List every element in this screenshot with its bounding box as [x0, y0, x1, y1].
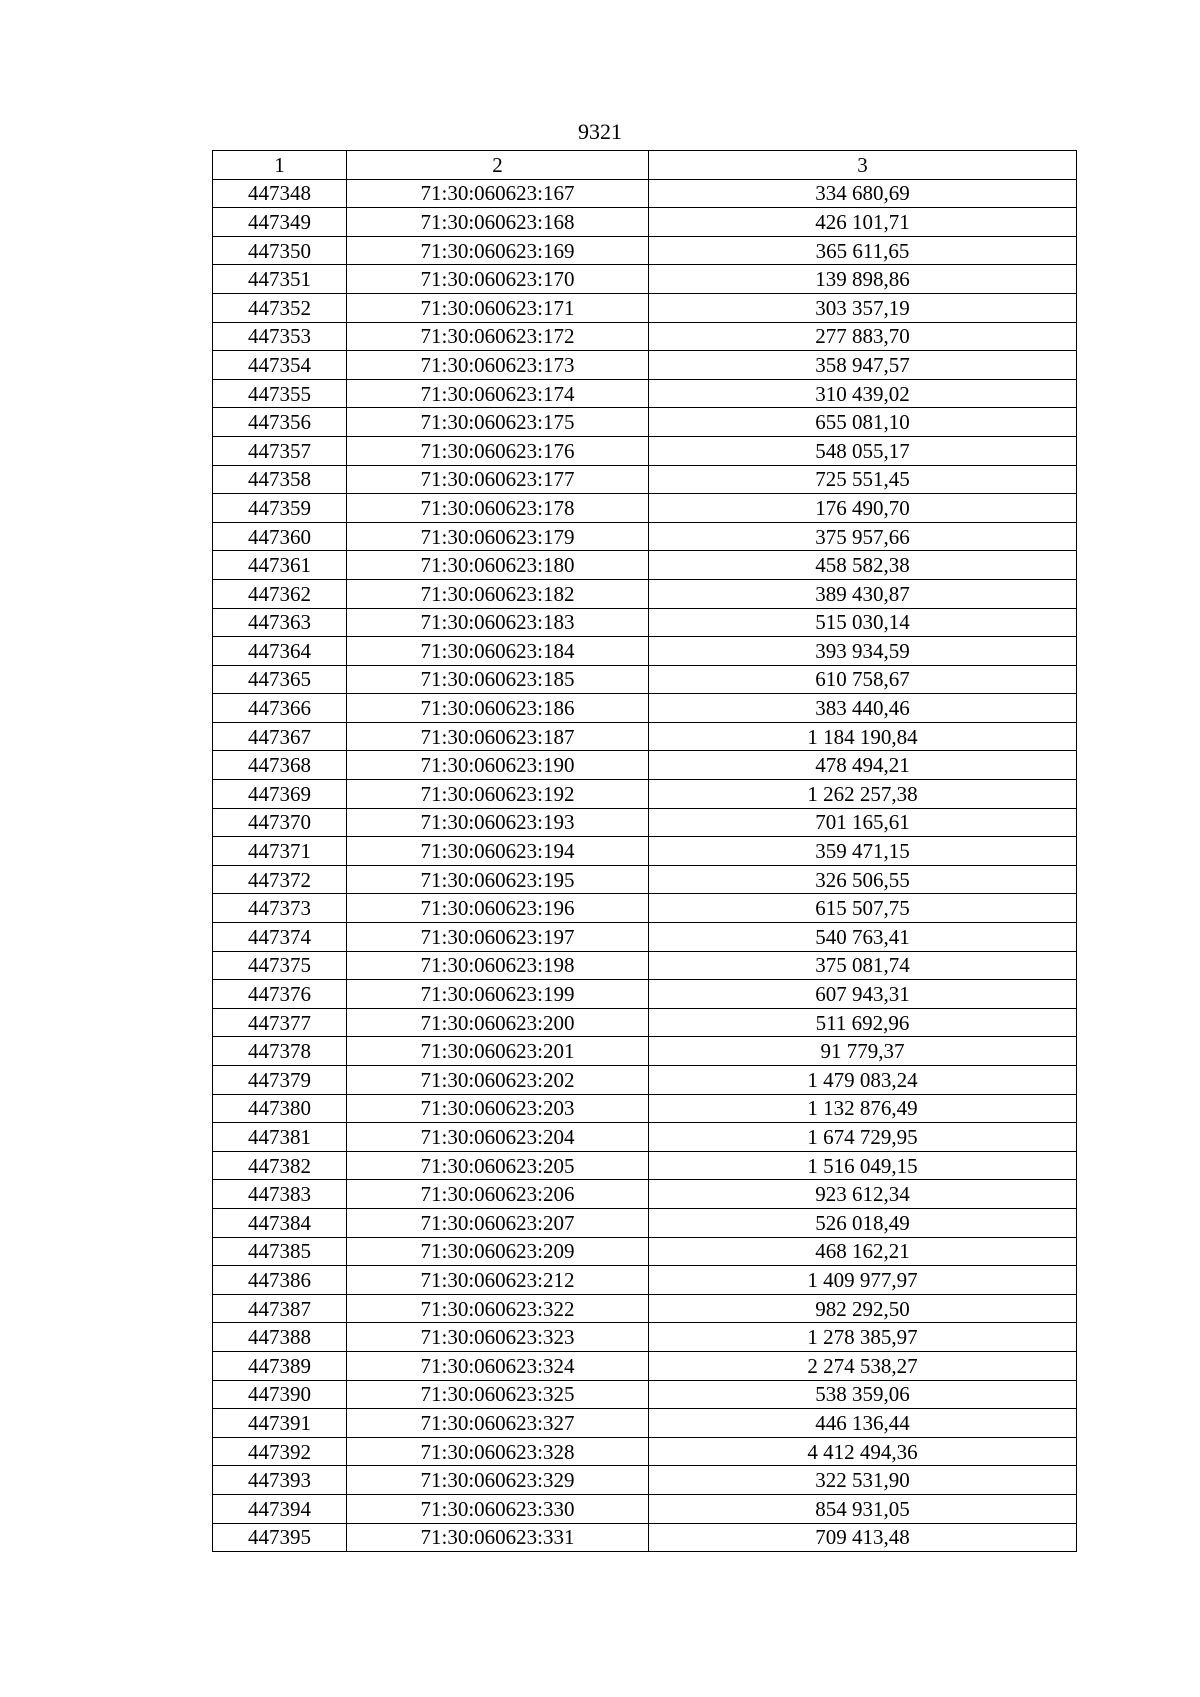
table-row [213, 551, 1077, 580]
cadastral-number-cell: 71:30:060623:200 [347, 1008, 649, 1037]
cadastral-number-cell: 71:30:060623:204 [347, 1123, 649, 1152]
record-number-cell: 447365 [213, 665, 347, 694]
record-number-cell: 447388 [213, 1323, 347, 1352]
cadastral-number-cell: 71:30:060623:171 [347, 293, 649, 322]
record-number-cell: 447394 [213, 1494, 347, 1523]
table-row [213, 1466, 1077, 1495]
value-cell: 526 018,49 [649, 1208, 1077, 1237]
value-cell: 334 680,69 [649, 179, 1077, 208]
record-number-cell: 447367 [213, 722, 347, 751]
cadastral-number-cell: 71:30:060623:195 [347, 865, 649, 894]
record-number-cell: 447370 [213, 808, 347, 837]
value-cell: 446 136,44 [649, 1409, 1077, 1438]
value-cell: 1 184 190,84 [649, 722, 1077, 751]
value-cell: 1 674 729,95 [649, 1123, 1077, 1152]
cadastral-number-cell: 71:30:060623:325 [347, 1380, 649, 1409]
value-cell: 1 516 049,15 [649, 1151, 1077, 1180]
record-number-cell: 447387 [213, 1294, 347, 1323]
cadastral-number-cell: 71:30:060623:322 [347, 1294, 649, 1323]
record-number-cell: 447385 [213, 1237, 347, 1266]
table-row [213, 1037, 1077, 1066]
cadastral-number-cell: 71:30:060623:209 [347, 1237, 649, 1266]
table-row [213, 322, 1077, 351]
record-number-cell: 447350 [213, 236, 347, 265]
record-number-cell: 447362 [213, 579, 347, 608]
value-cell: 515 030,14 [649, 608, 1077, 637]
cadastral-number-cell: 71:30:060623:194 [347, 837, 649, 866]
value-cell: 383 440,46 [649, 694, 1077, 723]
table-row [213, 1094, 1077, 1123]
record-number-cell: 447377 [213, 1008, 347, 1037]
value-cell: 615 507,75 [649, 894, 1077, 923]
value-cell: 4 412 494,36 [649, 1437, 1077, 1466]
record-number-cell: 447390 [213, 1380, 347, 1409]
value-cell: 478 494,21 [649, 751, 1077, 780]
cadastral-number-cell: 71:30:060623:172 [347, 322, 649, 351]
value-cell: 458 582,38 [649, 551, 1077, 580]
cadastral-number-cell: 71:30:060623:198 [347, 951, 649, 980]
value-cell: 982 292,50 [649, 1294, 1077, 1323]
table-row [213, 1151, 1077, 1180]
table-row [213, 579, 1077, 608]
table-row [213, 1294, 1077, 1323]
table-row [213, 408, 1077, 437]
value-cell: 389 430,87 [649, 579, 1077, 608]
cadastral-number-cell: 71:30:060623:199 [347, 980, 649, 1009]
table-row [213, 808, 1077, 837]
cadastral-number-cell: 71:30:060623:174 [347, 379, 649, 408]
cadastral-number-cell: 71:30:060623:192 [347, 780, 649, 809]
record-number-cell: 447360 [213, 522, 347, 551]
value-cell: 326 506,55 [649, 865, 1077, 894]
cadastral-number-cell: 71:30:060623:190 [347, 751, 649, 780]
table-row [213, 923, 1077, 952]
table-row [213, 379, 1077, 408]
value-cell: 538 359,06 [649, 1380, 1077, 1409]
cadastral-number-cell: 71:30:060623:178 [347, 494, 649, 523]
record-number-cell: 447364 [213, 637, 347, 666]
table-row [213, 1237, 1077, 1266]
value-cell: 303 357,19 [649, 293, 1077, 322]
record-number-cell: 447375 [213, 951, 347, 980]
cadastral-number-cell: 71:30:060623:193 [347, 808, 649, 837]
cadastral-number-cell: 71:30:060623:202 [347, 1066, 649, 1095]
table-row [213, 980, 1077, 1009]
table-row [213, 637, 1077, 666]
record-number-cell: 447368 [213, 751, 347, 780]
value-cell: 91 779,37 [649, 1037, 1077, 1066]
cadastral-number-cell: 71:30:060623:168 [347, 208, 649, 237]
table-row [213, 865, 1077, 894]
value-cell: 1 262 257,38 [649, 780, 1077, 809]
record-number-cell: 447373 [213, 894, 347, 923]
table-body [213, 179, 1077, 1552]
cadastral-number-cell: 71:30:060623:207 [347, 1208, 649, 1237]
table-row [213, 436, 1077, 465]
table-row [213, 1523, 1077, 1552]
record-number-cell: 447392 [213, 1437, 347, 1466]
value-cell: 610 758,67 [649, 665, 1077, 694]
data-table [212, 150, 1077, 1552]
value-cell: 358 947,57 [649, 351, 1077, 380]
record-number-cell: 447358 [213, 465, 347, 494]
table-row [213, 179, 1077, 208]
cadastral-number-cell: 71:30:060623:324 [347, 1351, 649, 1380]
table-row [213, 694, 1077, 723]
value-cell: 365 611,65 [649, 236, 1077, 265]
cadastral-number-cell: 71:30:060623:173 [347, 351, 649, 380]
column-header-1: 1 [213, 151, 347, 180]
value-cell: 511 692,96 [649, 1008, 1077, 1037]
value-cell: 709 413,48 [649, 1523, 1077, 1552]
table-header-row [213, 151, 1077, 180]
table-row [213, 780, 1077, 809]
cadastral-number-cell: 71:30:060623:185 [347, 665, 649, 694]
record-number-cell: 447383 [213, 1180, 347, 1209]
cadastral-number-cell: 71:30:060623:328 [347, 1437, 649, 1466]
record-number-cell: 447393 [213, 1466, 347, 1495]
cadastral-number-cell: 71:30:060623:183 [347, 608, 649, 637]
table-row [213, 236, 1077, 265]
table-row [213, 293, 1077, 322]
cadastral-number-cell: 71:30:060623:184 [347, 637, 649, 666]
value-cell: 923 612,34 [649, 1180, 1077, 1209]
cadastral-number-cell: 71:30:060623:169 [347, 236, 649, 265]
record-number-cell: 447380 [213, 1094, 347, 1123]
cadastral-number-cell: 71:30:060623:206 [347, 1180, 649, 1209]
value-cell: 375 081,74 [649, 951, 1077, 980]
record-number-cell: 447382 [213, 1151, 347, 1180]
column-header-2: 2 [347, 151, 649, 180]
value-cell: 725 551,45 [649, 465, 1077, 494]
column-header-3: 3 [649, 151, 1077, 180]
cadastral-number-cell: 71:30:060623:175 [347, 408, 649, 437]
table-row [213, 265, 1077, 294]
table-row [213, 1008, 1077, 1037]
cadastral-number-cell: 71:30:060623:327 [347, 1409, 649, 1438]
value-cell: 655 081,10 [649, 408, 1077, 437]
cadastral-number-cell: 71:30:060623:186 [347, 694, 649, 723]
cadastral-number-cell: 71:30:060623:177 [347, 465, 649, 494]
table-row [213, 1409, 1077, 1438]
record-number-cell: 447351 [213, 265, 347, 294]
table-row [213, 208, 1077, 237]
record-number-cell: 447374 [213, 923, 347, 952]
cadastral-number-cell: 71:30:060623:187 [347, 722, 649, 751]
record-number-cell: 447372 [213, 865, 347, 894]
record-number-cell: 447379 [213, 1066, 347, 1095]
record-number-cell: 447359 [213, 494, 347, 523]
cadastral-number-cell: 71:30:060623:197 [347, 923, 649, 952]
table-row [213, 1180, 1077, 1209]
value-cell: 310 439,02 [649, 379, 1077, 408]
table-row [213, 1437, 1077, 1466]
table-row [213, 1066, 1077, 1095]
cadastral-number-cell: 71:30:060623:331 [347, 1523, 649, 1552]
value-cell: 375 957,66 [649, 522, 1077, 551]
value-cell: 1 278 385,97 [649, 1323, 1077, 1352]
value-cell: 277 883,70 [649, 322, 1077, 351]
value-cell: 393 934,59 [649, 637, 1077, 666]
cadastral-number-cell: 71:30:060623:170 [347, 265, 649, 294]
record-number-cell: 447378 [213, 1037, 347, 1066]
cadastral-number-cell: 71:30:060623:180 [347, 551, 649, 580]
record-number-cell: 447349 [213, 208, 347, 237]
cadastral-number-cell: 71:30:060623:330 [347, 1494, 649, 1523]
table-row [213, 894, 1077, 923]
value-cell: 548 055,17 [649, 436, 1077, 465]
table-row [213, 722, 1077, 751]
record-number-cell: 447391 [213, 1409, 347, 1438]
value-cell: 1 409 977,97 [649, 1266, 1077, 1295]
value-cell: 426 101,71 [649, 208, 1077, 237]
value-cell: 359 471,15 [649, 837, 1077, 866]
cadastral-number-cell: 71:30:060623:329 [347, 1466, 649, 1495]
record-number-cell: 447395 [213, 1523, 347, 1552]
record-number-cell: 447356 [213, 408, 347, 437]
value-cell: 176 490,70 [649, 494, 1077, 523]
record-number-cell: 447376 [213, 980, 347, 1009]
record-number-cell: 447357 [213, 436, 347, 465]
table-row [213, 665, 1077, 694]
value-cell: 854 931,05 [649, 1494, 1077, 1523]
table-row [213, 608, 1077, 637]
record-number-cell: 447355 [213, 379, 347, 408]
record-number-cell: 447361 [213, 551, 347, 580]
record-number-cell: 447371 [213, 837, 347, 866]
table-row [213, 951, 1077, 980]
record-number-cell: 447369 [213, 780, 347, 809]
record-number-cell: 447366 [213, 694, 347, 723]
table-row [213, 494, 1077, 523]
table-row [213, 1208, 1077, 1237]
table-row [213, 837, 1077, 866]
cadastral-number-cell: 71:30:060623:176 [347, 436, 649, 465]
value-cell: 2 274 538,27 [649, 1351, 1077, 1380]
record-number-cell: 447353 [213, 322, 347, 351]
value-cell: 540 763,41 [649, 923, 1077, 952]
record-number-cell: 447348 [213, 179, 347, 208]
cadastral-number-cell: 71:30:060623:205 [347, 1151, 649, 1180]
record-number-cell: 447389 [213, 1351, 347, 1380]
value-cell: 701 165,61 [649, 808, 1077, 837]
table-row [213, 1494, 1077, 1523]
value-cell: 468 162,21 [649, 1237, 1077, 1266]
record-number-cell: 447381 [213, 1123, 347, 1152]
table-row [213, 465, 1077, 494]
value-cell: 1 132 876,49 [649, 1094, 1077, 1123]
cadastral-number-cell: 71:30:060623:179 [347, 522, 649, 551]
page-number: 9321 [578, 119, 622, 144]
cadastral-number-cell: 71:30:060623:203 [347, 1094, 649, 1123]
cadastral-number-cell: 71:30:060623:212 [347, 1266, 649, 1295]
record-number-cell: 447352 [213, 293, 347, 322]
table-row [213, 1380, 1077, 1409]
value-cell: 139 898,86 [649, 265, 1077, 294]
cadastral-number-cell: 71:30:060623:167 [347, 179, 649, 208]
cadastral-number-cell: 71:30:060623:201 [347, 1037, 649, 1066]
record-number-cell: 447386 [213, 1266, 347, 1295]
cadastral-number-cell: 71:30:060623:323 [347, 1323, 649, 1352]
table-row [213, 751, 1077, 780]
cadastral-number-cell: 71:30:060623:196 [347, 894, 649, 923]
table-row [213, 1351, 1077, 1380]
table-row [213, 1266, 1077, 1295]
table-row [213, 1123, 1077, 1152]
value-cell: 322 531,90 [649, 1466, 1077, 1495]
table-row [213, 1323, 1077, 1352]
value-cell: 1 479 083,24 [649, 1066, 1077, 1095]
table-row [213, 351, 1077, 380]
record-number-cell: 447354 [213, 351, 347, 380]
record-number-cell: 447384 [213, 1208, 347, 1237]
cadastral-number-cell: 71:30:060623:182 [347, 579, 649, 608]
value-cell: 607 943,31 [649, 980, 1077, 1009]
record-number-cell: 447363 [213, 608, 347, 637]
table-row [213, 522, 1077, 551]
